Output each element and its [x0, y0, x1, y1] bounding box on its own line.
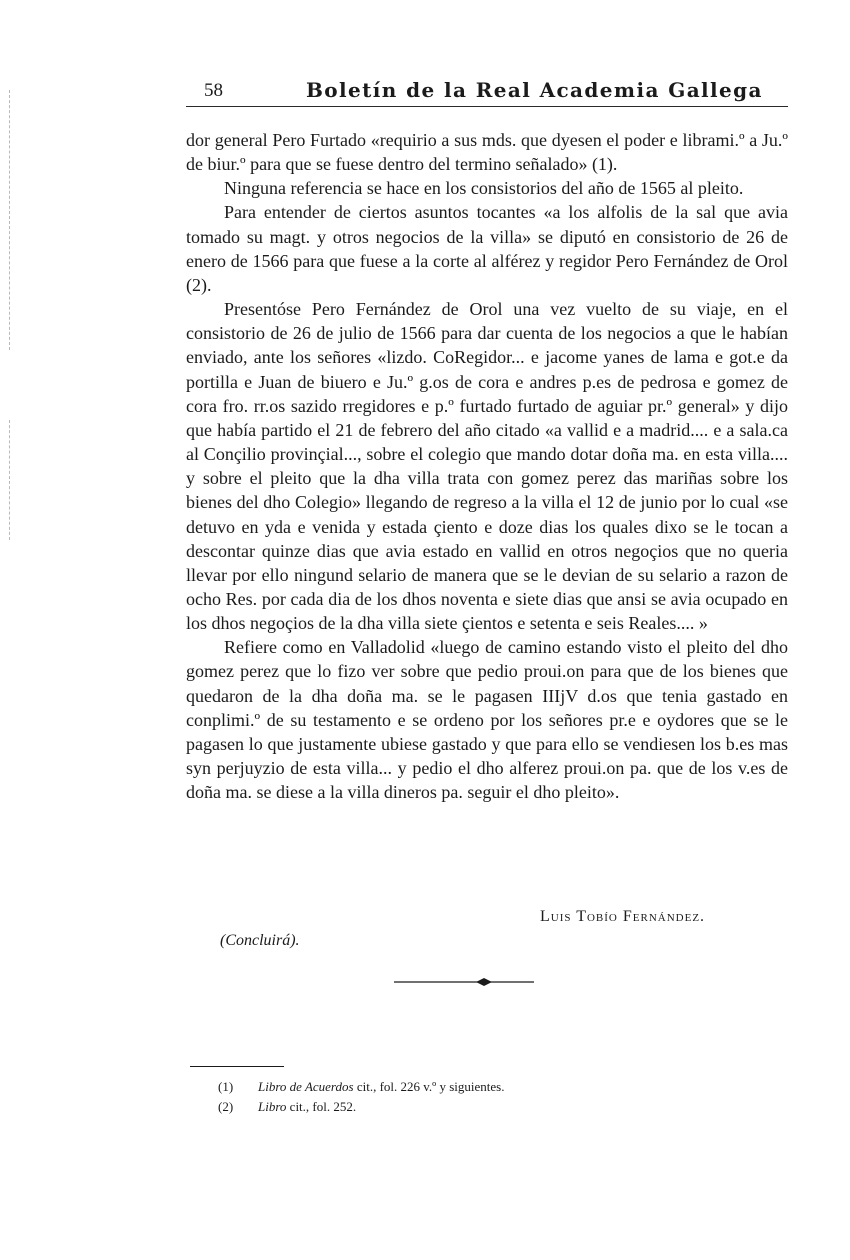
paragraph: Ninguna referencia se hace en los consistorios del año de 1565 al pleito. — [224, 178, 744, 199]
continuation-note: (Concluirá). — [220, 932, 300, 949]
running-title: Boletín de la Real Academia Gallega — [306, 78, 763, 102]
footnotes — [218, 1077, 504, 1117]
footnote-number: (1) — [218, 1079, 234, 1094]
page-header — [186, 76, 788, 107]
footnote-source: Libro de Acuerdos — [258, 1079, 354, 1094]
scan-edge-mark — [9, 90, 10, 350]
paragraph: Presentóse Pero Fernández de Orol una vez vuelto de su viaje, en el consistorio de 26 de julio de 1566 para dar cuenta de los negocios a que le habían enviado, ante los señores «lizdo. CoRegidor... e jacome yanes de lama e got.e da portilla e Juan de biuero e Ju.º g.os de cora e andres p.es de pedrosa e gomez de cora fro. rr.os sazido rregidores e p.º furtado furtado de aguiar pr.º general» y dijo que había partido el 21 de febrero del año citado «a vallid e a madrid.... e a sala.ca al Conçilio provinçial..., sobre el colegio que mando dotar doña ma. en esta villa.... y sobre el pleito que la dha villa trata con gomez perez das mariñas sobre los bienes del dho Colegio» llegando de regreso a la villa el 12 de junio por lo cual «se detuvo en yda e venida y estada çiento e doze dias los quales dixo se le tocan a descontar quinze dias que avia estado en vallid en otros negoçios que no queria llevar por ello ningund selario de manera que se le devian de su selario a razon de ocho Res. por cada dia de los dhos noventa e siete dias que ansi se avia ocupado en los dhos negoçios de la dha villa siete çientos e setenta e seis Reales.... » — [186, 299, 788, 634]
scan-edge-mark — [9, 420, 10, 540]
footnote — [218, 1097, 504, 1117]
ornament-divider — [394, 975, 534, 989]
article-body — [186, 128, 788, 804]
footnote-rule — [190, 1066, 284, 1067]
footnote — [218, 1077, 504, 1097]
author-signature: Luis Tobío Fernández. — [540, 908, 706, 925]
footnote-text: cit., fol. 252. — [286, 1099, 357, 1114]
paragraph: Para entender de ciertos asuntos tocantes «a los alfolis de la sal que avia tomado su magt. y otros negocios de la villa» se diputó en consistorio de 26 de enero de 1566 para que fuese a la corte al alférez y regidor Pero Fernández de Orol (2). — [186, 202, 788, 295]
footnote-number: (2) — [218, 1099, 234, 1114]
footnote-source: Libro — [258, 1099, 287, 1114]
page-number: 58 — [204, 80, 223, 101]
paragraph: dor general Pero Furtado «requirio a sus mds. que dyesen el poder e librami.º a Ju.º de biur.º para que se fuese dentro del termino señalado» (1). — [186, 130, 788, 175]
footnote-text: cit., fol. 226 v.º y siguientes. — [353, 1079, 505, 1094]
paragraph: Refiere como en Valladolid «luego de camino estando visto el pleito del dho gomez perez que lo fizo ver sobre que pedio proui.on para que de los bienes que quedaron de la dha doña ma. se le pagasen IIIjV d.os que tenia gastado en conplimi.º de su testamento e se ordeno por los señores pr.e e oydores que se le pagasen lo que justamente ubiese gastado y que para ello se vendiesen los b.es mas syn perjuyzio de esta villa... y pedio el dho alferez proui.on pa. que de los v.es de doña ma. se diese a la villa dineros pa. seguir el dho pleito». — [186, 637, 788, 803]
